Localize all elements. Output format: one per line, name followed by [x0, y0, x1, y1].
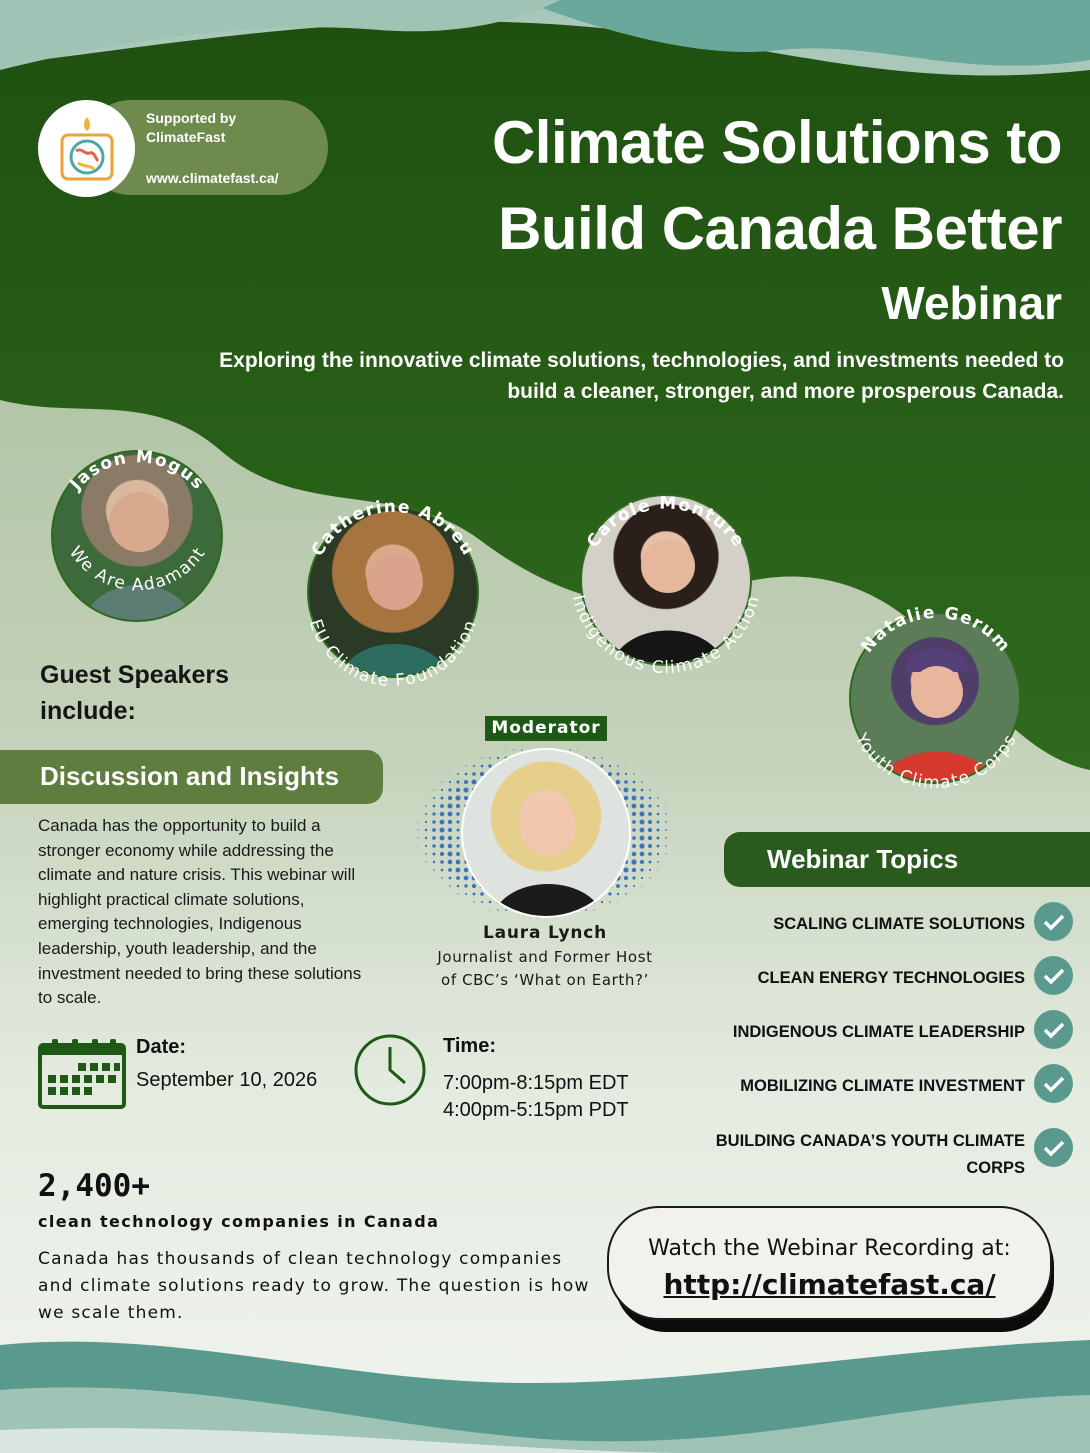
halftone-dot: [417, 821, 418, 822]
discussion-heading: Discussion and Insights: [40, 761, 340, 791]
check-icon: [1034, 1064, 1073, 1103]
halftone-dot: [623, 867, 628, 872]
time-value: [443, 1070, 629, 1124]
halftone-dot: [640, 852, 645, 857]
halftone-dot: [447, 851, 452, 856]
halftone-dot: [456, 876, 460, 880]
watch-label: Watch the Webinar Recording at:: [648, 1236, 1011, 1261]
halftone-dot: [648, 828, 652, 832]
halftone-dot: [649, 789, 651, 791]
check-icon: [1034, 1010, 1073, 1049]
topic-item: SCALING CLIMATE SOLUTIONS: [773, 915, 1025, 933]
svg-text:Indigenous Climate Action: [568, 593, 764, 678]
halftone-dot: [657, 853, 659, 855]
halftone-dot: [665, 845, 667, 847]
halftone-dot: [456, 804, 460, 808]
stat-value: 2,400+: [38, 1168, 150, 1204]
halftone-dot: [464, 868, 469, 873]
halftone-dot: [449, 877, 452, 880]
halftone-dot: [456, 812, 460, 816]
halftone-dot: [490, 910, 491, 911]
halftone-dot: [632, 876, 635, 879]
halftone-dot: [631, 859, 636, 864]
halftone-dot: [465, 773, 468, 776]
guest-speakers-heading: [40, 657, 229, 729]
calendar-icon: [38, 1037, 126, 1109]
halftone-dot: [601, 901, 603, 903]
discussion-body: Canada has the opportunity to build a stronger economy while addressing the climate and nature crisis. This webinar will highlight practical climate solutions, emerging technologies, Indigenous leadership, youth leadership, and the investment needed to bring these solutions to scale.: [38, 816, 362, 1008]
speaker-catherine-abreu: [285, 470, 500, 700]
halftone-dot: [632, 836, 636, 840]
halftone-dot: [472, 772, 476, 776]
date-value: September 10, 2026: [136, 1069, 318, 1091]
halftone-dot: [625, 773, 627, 775]
halftone-dot: [632, 788, 636, 792]
title-webinar: Webinar: [881, 277, 1062, 329]
halftone-dot: [456, 868, 461, 873]
date-label: Date:: [136, 1036, 187, 1058]
halftone-dot: [441, 877, 443, 879]
halftone-dot: [648, 844, 652, 848]
halftone-dot: [600, 764, 603, 767]
svg-text:Natalie Gerum: [857, 603, 1014, 657]
halftone-dot: [456, 844, 459, 847]
halftone-dot: [441, 789, 443, 791]
topic-item: MOBILIZING CLIMATE INVESTMENT: [740, 1077, 1025, 1095]
halftone-dot: [426, 798, 427, 799]
halftone-dot: [463, 787, 468, 792]
halftone-dot: [489, 901, 492, 904]
halftone-dot: [593, 909, 594, 910]
lead-line2: build a cleaner, stronger, and more prosperous Canada.: [507, 380, 1064, 403]
halftone-dot: [554, 918, 555, 919]
halftone-dot: [473, 893, 476, 896]
halftone-dot: [648, 820, 652, 824]
halftone-dot: [457, 893, 458, 894]
halftone-dot: [640, 820, 645, 825]
svg-text:Carole Monture: [583, 494, 749, 552]
person-icon: [463, 750, 631, 918]
topic-item: INDIGENOUS CLIMATE LEADERSHIP: [732, 1023, 1025, 1041]
moderator-label: Moderator: [485, 716, 607, 741]
halftone-dot: [616, 772, 619, 775]
halftone-dot: [440, 836, 445, 841]
svg-text:Jason Mogus: [66, 447, 209, 495]
halftone-dot: [440, 804, 444, 808]
halftone-dot: [448, 820, 452, 824]
halftone-dot: [505, 909, 507, 911]
speaker-org: We Are Adamant: [64, 542, 211, 596]
halftone-dot: [656, 828, 659, 831]
halftone-dot: [641, 885, 642, 886]
halftone-dot: [648, 852, 652, 856]
halftone-dot: [473, 901, 474, 902]
halftone-dot: [473, 765, 475, 767]
sponsor-line1: Supported by: [146, 110, 237, 126]
halftone-dot: [457, 885, 460, 888]
halftone-dot: [641, 789, 644, 792]
halftone-dot: [472, 884, 476, 888]
halftone-dot: [456, 836, 459, 839]
topic-item: CLEAN ENERGY TECHNOLOGIES: [757, 969, 1025, 987]
halftone-dot: [640, 804, 644, 808]
check-icon: [1034, 1128, 1073, 1167]
halftone-dot: [440, 812, 444, 816]
halftone-dot: [440, 852, 444, 856]
halftone-dot: [448, 860, 453, 865]
speaker-name-arc: [828, 578, 1043, 808]
halftone-dot: [465, 765, 466, 766]
halftone-dot: [657, 821, 660, 824]
halftone-dot: [433, 805, 436, 808]
halftone-dot: [440, 844, 445, 849]
halftone-dot: [624, 876, 628, 880]
page-title: [382, 100, 1062, 272]
halftone-dot: [456, 780, 459, 783]
halftone-dot: [648, 812, 652, 816]
guest-line2: include:: [40, 697, 136, 725]
halftone-dot: [665, 829, 667, 831]
halftone-dot: [440, 828, 445, 833]
halftone-dot: [440, 860, 444, 864]
halftone-dot: [639, 843, 644, 848]
halftone-dot: [649, 861, 652, 864]
halftone-dot: [657, 869, 658, 870]
halftone-dot: [648, 804, 651, 807]
halftone-dot: [626, 766, 627, 767]
topics-banner: [724, 832, 1090, 887]
halftone-dot: [649, 869, 651, 871]
check-icon: [1034, 956, 1073, 995]
halftone-dot: [640, 796, 644, 800]
speaker-name-arc: [557, 458, 772, 688]
halftone-dot: [418, 814, 419, 815]
halftone-dot: [425, 853, 427, 855]
moderator-photo: [461, 748, 631, 918]
halftone-dot: [618, 902, 619, 903]
halftone-dot: [456, 852, 460, 856]
watch-url-link[interactable]: http://climatefast.ca/: [663, 1268, 996, 1301]
halftone-dot: [601, 757, 602, 758]
speaker-org: Indigenous Climate Action: [567, 592, 765, 679]
halftone-dot: [641, 877, 643, 879]
halftone-dot: [448, 812, 453, 817]
halftone-dot: [649, 797, 652, 800]
halftone-dot: [447, 803, 452, 808]
speaker-natalie-gerum: [828, 578, 1043, 808]
halftone-dot: [448, 828, 452, 832]
halftone-dot: [633, 773, 634, 774]
speaker-name: Carole Monture: [583, 493, 749, 552]
halftone-dot: [449, 885, 451, 887]
halftone-dot: [616, 884, 620, 888]
halftone-dot: [480, 892, 484, 896]
halftone-dot: [464, 876, 469, 881]
halftone-dot: [465, 893, 467, 895]
halftone-dot: [665, 837, 667, 839]
halftone-dot: [481, 901, 483, 903]
watch-recording-box[interactable]: [607, 1206, 1052, 1320]
halftone-dot: [625, 893, 627, 895]
clock-icon: [353, 1033, 427, 1107]
halftone-dot: [641, 781, 643, 783]
halftone-dot: [640, 836, 645, 841]
halftone-dot: [432, 836, 436, 840]
halftone-dot: [432, 820, 436, 824]
halftone-dot: [625, 885, 628, 888]
halftone-dot: [425, 805, 427, 807]
halftone-dot: [425, 813, 427, 815]
halftone-dot: [448, 844, 453, 849]
speaker-org: Youth Climate Corps: [850, 730, 1022, 794]
halftone-dot: [432, 844, 435, 847]
halftone-dot: [617, 893, 619, 895]
halftone-dot: [640, 828, 645, 833]
halftone-dot: [450, 774, 451, 775]
halftone-dot: [464, 780, 468, 784]
speaker-name: Catherine Abreu: [307, 496, 479, 560]
halftone-dot: [433, 797, 435, 799]
halftone-dot: [433, 861, 435, 863]
svg-text:Youth Climate Corps: [850, 729, 1021, 793]
time-label: Time:: [443, 1035, 496, 1057]
halftone-dot: [457, 773, 459, 775]
sponsor-badge: [38, 100, 328, 195]
halftone-dot: [609, 901, 611, 903]
halftone-dot: [425, 837, 427, 839]
halftone-dot: [593, 757, 595, 759]
halftone-dot: [657, 813, 660, 816]
time-edt: 7:00pm-8:15pm EDT: [443, 1072, 629, 1094]
sponsor-url[interactable]: www.climatefast.ca/: [146, 170, 279, 186]
halftone-dot: [457, 829, 460, 832]
halftone-dot: [666, 806, 667, 807]
halftone-dot: [616, 780, 621, 785]
halftone-dot: [425, 861, 426, 862]
title-line1: Climate Solutions to: [491, 109, 1062, 176]
halftone-dot: [481, 765, 484, 768]
halftone-dot: [624, 780, 628, 784]
halftone-dot: [432, 828, 436, 832]
topics-heading: Webinar Topics: [767, 844, 959, 874]
halftone-dot: [633, 885, 635, 887]
halftone-dot: [609, 765, 611, 767]
time-pdt: 4:00pm-5:15pm PDT: [443, 1099, 629, 1121]
halftone-dot: [639, 811, 644, 816]
halftone-dot: [497, 757, 499, 759]
svg-text:We Are Adamant: [65, 543, 210, 595]
check-icon: [1034, 902, 1073, 941]
halftone-dot: [464, 884, 467, 887]
title-line2: Build Canada Better: [498, 195, 1062, 262]
halftone-dot: [481, 757, 482, 758]
halftone-dot: [456, 788, 460, 792]
halftone-dot: [640, 860, 644, 864]
halftone-dot: [657, 805, 659, 807]
halftone-dot: [530, 918, 531, 919]
stat-body: Canada has thousands of clean technology companies and climate solutions ready to grow. The question is how we scale them.: [38, 1249, 590, 1323]
halftone-dot: [433, 869, 435, 871]
topic-item: BUILDING CANADA’S YOUTH CLIMATE CORPS: [715, 1132, 1025, 1177]
halftone-dot: [449, 781, 451, 783]
candle-globe-icon: [54, 113, 120, 185]
speaker-carole-monture: [557, 458, 772, 688]
halftone-dot: [656, 836, 659, 839]
halftone-dot: [448, 796, 452, 800]
lead-line1: Exploring the innovative climate solutions, technologies, and investments needed to: [219, 349, 1064, 372]
halftone-dot: [633, 781, 636, 784]
lead-text: [104, 345, 1064, 407]
halftone-dot: [489, 757, 491, 759]
halftone-dot: [585, 909, 587, 911]
stat-subtitle: clean technology companies in Canada: [38, 1212, 440, 1231]
halftone-dot: [456, 820, 459, 823]
halftone-dot: [632, 868, 636, 872]
sponsor-line2: ClimateFast: [146, 129, 226, 145]
halftone-dot: [632, 844, 636, 848]
halftone-dot: [632, 820, 636, 824]
speaker-name-arc: [30, 415, 245, 645]
halftone-dot: [632, 796, 637, 801]
moderator-role-line1: Journalist and Former Host: [437, 948, 653, 966]
halftone-dot: [617, 765, 619, 767]
halftone-dot: [657, 797, 658, 798]
halftone-dot: [432, 812, 435, 815]
halftone-dot: [506, 750, 507, 751]
moderator-name: Laura Lynch: [482, 923, 608, 943]
moderator-role: [400, 946, 690, 992]
halftone-dot: [448, 836, 452, 840]
halftone-dot: [632, 852, 636, 856]
halftone-dot: [418, 846, 419, 847]
speaker-name-arc: [285, 470, 500, 700]
halftone-dot: [657, 861, 659, 863]
halftone-dot: [610, 758, 611, 759]
halftone-dot: [440, 796, 443, 799]
halftone-dot: [456, 860, 461, 865]
halftone-dot: [665, 813, 666, 814]
halftone-dot: [649, 877, 650, 878]
halftone-dot: [608, 892, 611, 895]
halftone-dot: [448, 788, 451, 791]
halftone-dot: [657, 845, 660, 848]
climatefast-logo: [38, 100, 135, 197]
halftone-dot: [665, 821, 667, 823]
halftone-dot: [441, 869, 444, 872]
speaker-name: Jason Mogus: [66, 447, 209, 495]
halftone-dot: [640, 868, 643, 871]
halftone-dot: [665, 853, 666, 854]
speaker-jason-mogus: [30, 415, 245, 645]
svg-text:Catherine Abreu: [308, 497, 479, 560]
halftone-dot: [497, 909, 498, 910]
halftone-dot: [448, 868, 452, 872]
halftone-dot: [577, 749, 578, 750]
halftone-dot: [425, 829, 427, 831]
halftone-dot: [632, 812, 636, 816]
halftone-dot: [648, 836, 652, 840]
halftone-dot: [433, 853, 436, 856]
halftone-dot: [417, 829, 418, 830]
guest-line1: Guest Speakers: [40, 661, 229, 689]
halftone-dot: [455, 795, 460, 800]
speaker-name: Natalie Gerum: [857, 602, 1015, 657]
moderator-role-line2: of CBC’s ‘What on Earth?’: [441, 971, 649, 989]
halftone-dot: [632, 804, 637, 809]
halftone-dot: [513, 749, 514, 750]
svg-text:EU Climate Foundation: [305, 617, 481, 691]
speaker-org: EU Climate Foundation: [304, 616, 482, 692]
halftone-dot: [441, 781, 442, 782]
halftone-dot: [433, 789, 434, 790]
halftone-dot: [417, 837, 418, 838]
halftone-dot: [440, 820, 445, 825]
halftone-dot: [632, 828, 636, 832]
halftone-dot: [425, 845, 427, 847]
halftone-dot: [425, 821, 427, 823]
discussion-banner: [0, 750, 383, 804]
halftone-dot: [624, 788, 629, 793]
